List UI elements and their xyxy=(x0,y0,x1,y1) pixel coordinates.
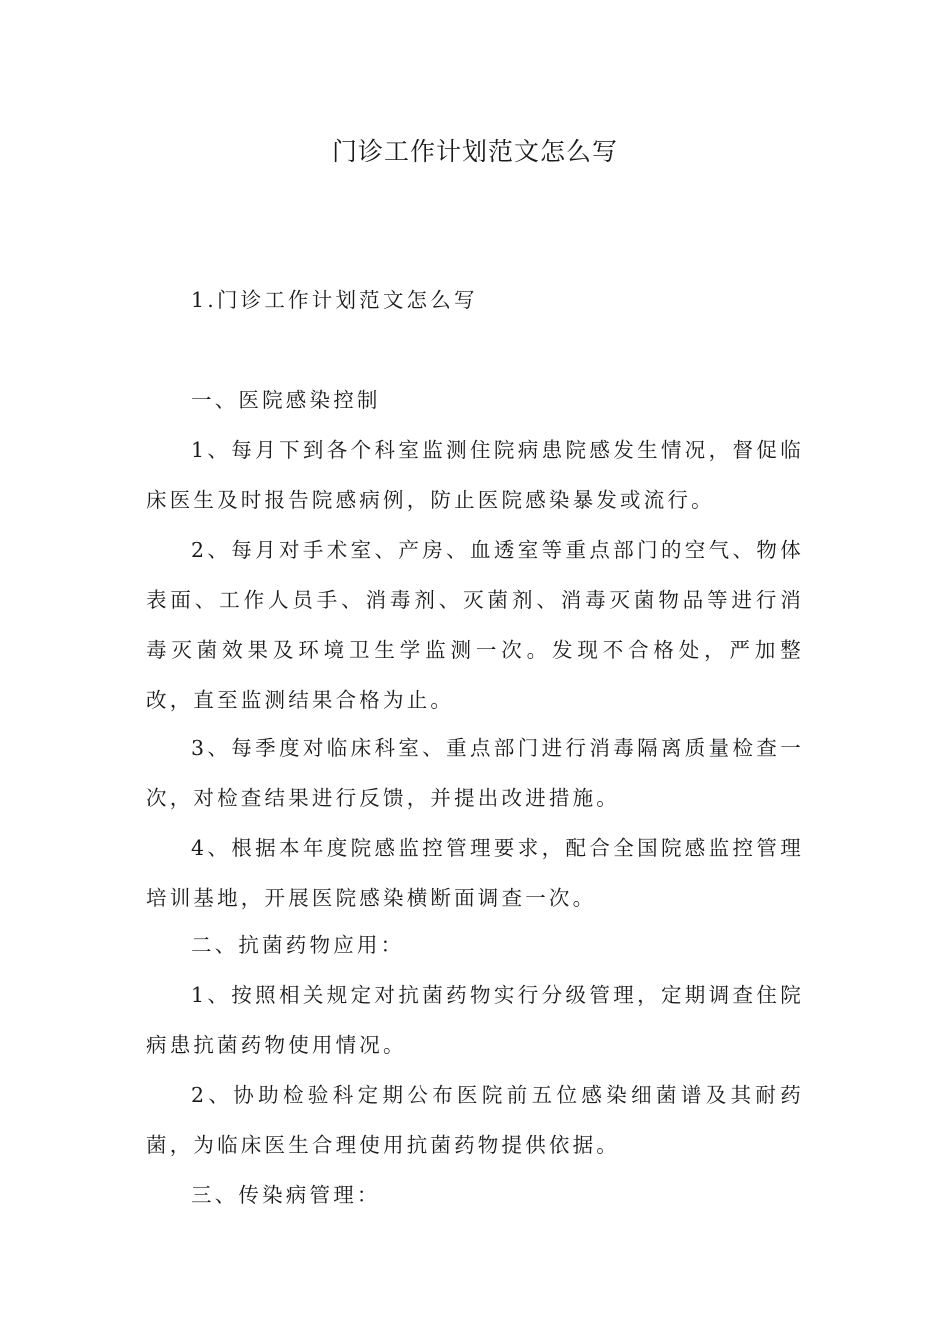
paragraph: 4、根据本年度院感监控管理要求，配合全国院感监控管理培训基地，开展医院感染横断面调查一次。 xyxy=(146,836,804,910)
paragraph: 1、按照相关规定对抗菌药物实行分级管理，定期调查住院病患抗菌药物使用情况。 xyxy=(146,983,804,1057)
section-heading: 三、传染病管理： xyxy=(191,1183,381,1207)
document-title: 门诊工作计划范文怎么写 xyxy=(331,137,618,166)
paragraph: 3、每季度对临床科室、重点部门进行消毒隔离质量检查一次，对检查结果进行反馈，并提出改进措施。 xyxy=(146,736,804,810)
section-heading: 一、医院感染控制 xyxy=(191,388,381,412)
paragraph: 2、每月对手术室、产房、血透室等重点部门的空气、物体表面、工作人员手、消毒剂、灭菌剂、消毒灭菌物品等进行消毒灭菌效果及环境卫生学监测一次。发现不合格处，严加整改，直至监测结果合格为止。 xyxy=(146,538,804,712)
section-heading: 二、抗菌药物应用： xyxy=(191,933,405,957)
paragraph: 2、协助检验科定期公布医院前五位感染细菌谱及其耐药菌，为临床医生合理使用抗菌药物提供依据。 xyxy=(146,1083,804,1157)
paragraph: 1、每月下到各个科室监测住院病患院感发生情况，督促临床医生及时报告院感病例，防止医院感染暴发或流行。 xyxy=(146,438,804,512)
section-heading: 1.门诊工作计划范文怎么写 xyxy=(191,288,478,312)
